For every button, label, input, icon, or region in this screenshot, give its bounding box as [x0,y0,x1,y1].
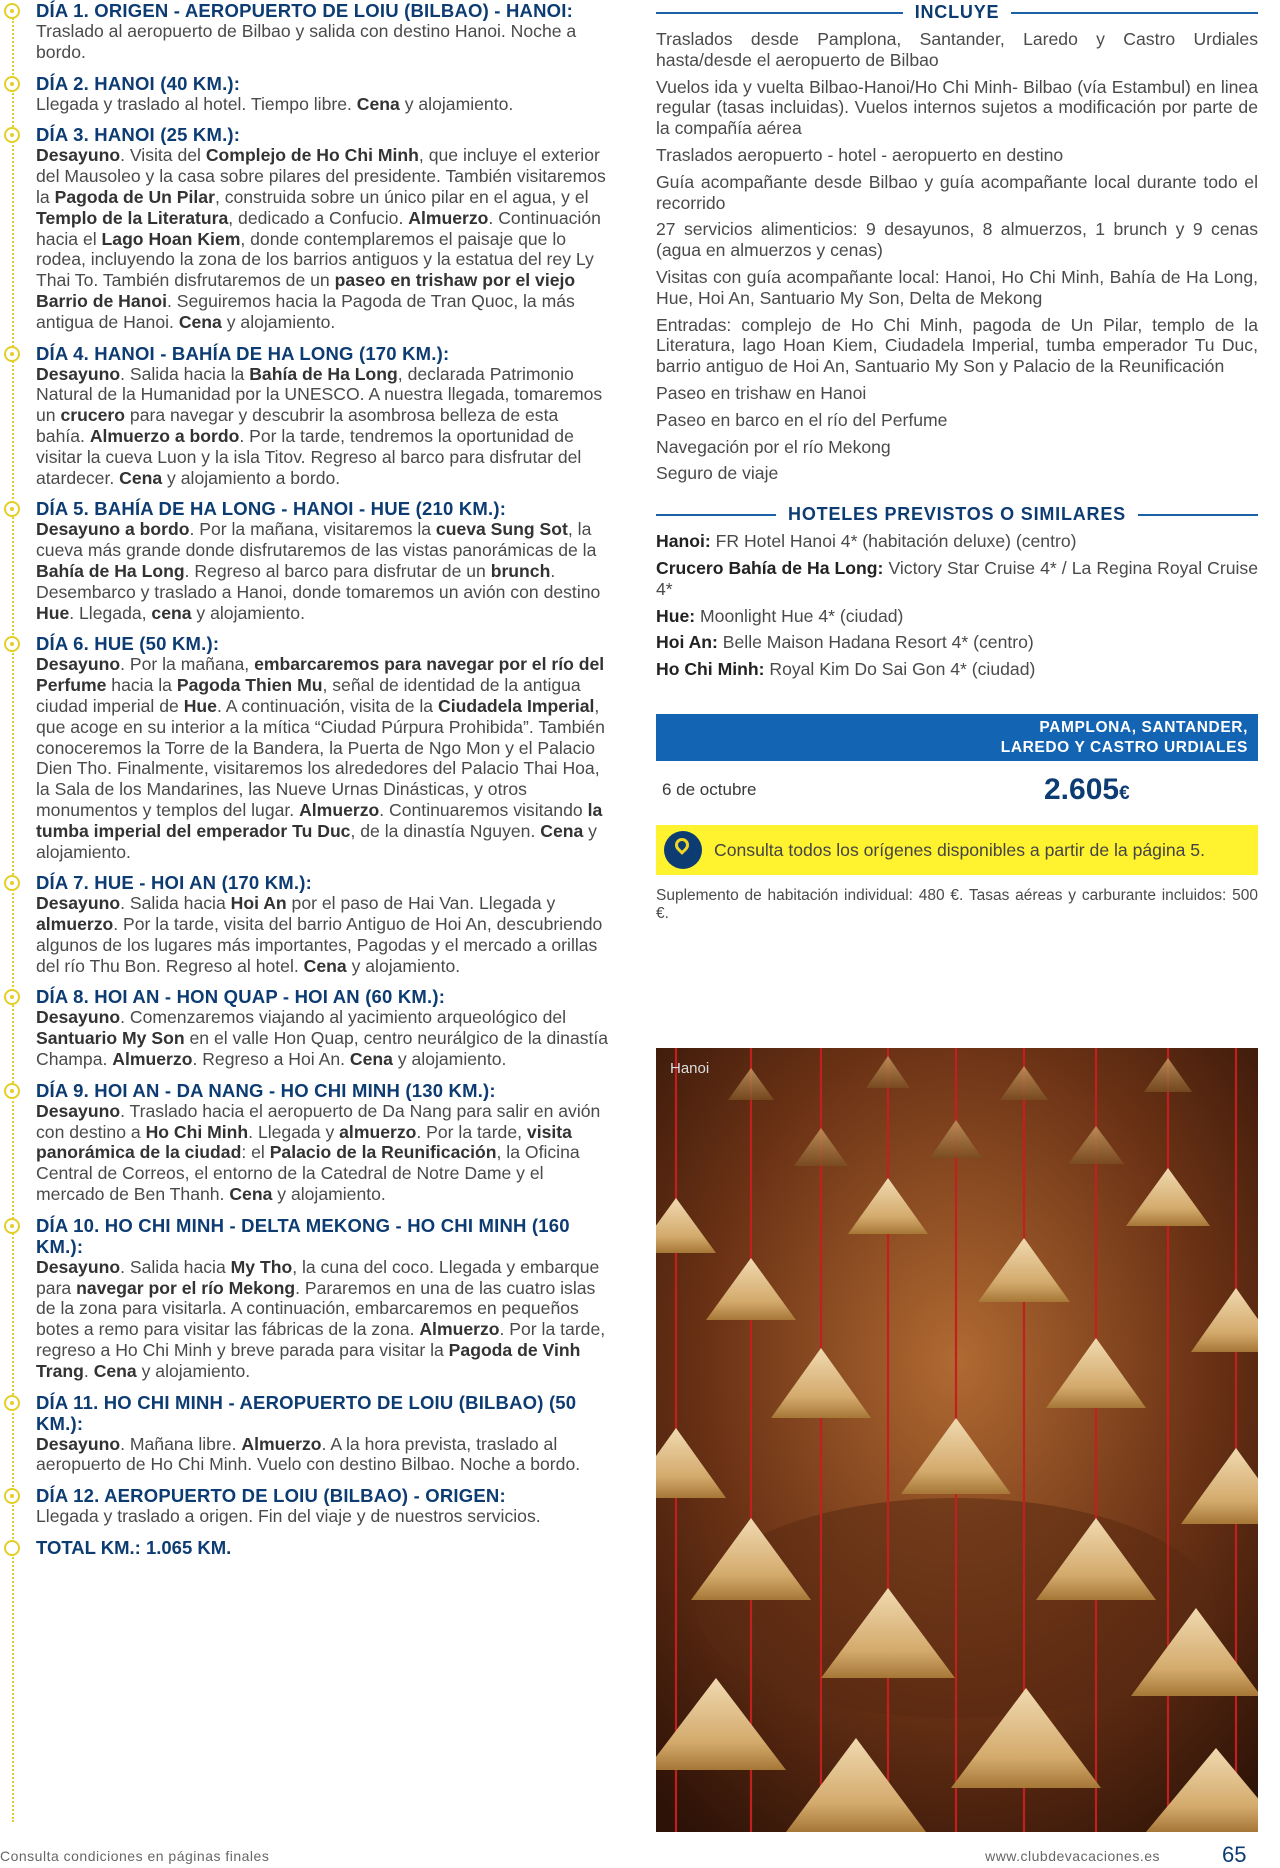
included-item: Paseo en barco en el río del Perfume [656,409,948,430]
incluye-title: INCLUYE [914,2,1000,22]
bullet-icon [4,501,20,517]
itinerary-day [0,1392,615,1476]
itinerary-day [0,1485,615,1527]
incluye-list [656,29,1258,484]
hotel-name: Victory Star Cruise 4* / La Regina Royal Cruise 4* [656,557,1258,599]
hotel-location: Crucero Bahía de Ha Long: [656,557,884,578]
bullet-icon [4,1395,20,1411]
price-row [656,761,1258,819]
supplement-text: Suplemento de habitación individual: 480 €. Tasas aéreas y carburante incluidos: 500 €. [656,886,1258,922]
price-amount [1044,773,1130,807]
day-description: Desayuno. Por la mañana, embarcaremos para navegar por el río del Perfume hacia la Pagoda Thien Mu, señal de identidad de la antigua ciudad imperial de Hue. A continuación, visita de la Ciudadela Imperial, que acoge en su interior a la mítica “Ciudad Púrpura Prohibida”. También conoceremos la Torre de la Bandera, la Puerta de Ngo Mon y el Palacio Dien Tho. Finalmente, visitaremos los alrededores del Palacio Thai Hoa, la Sala de los Mandarines, las Nueve Urnas Dinásticas, y otros monumentos y templos del lugar. Almuerzo. Continuaremos visitando la tumba imperial del emperador Tu Duc, de la dinastía Nguyen. Cena y alojamiento. [36,654,605,862]
included-item: Navegación por el río Mekong [656,436,891,457]
origin-line-2: LAREDO Y CASTRO URDIALES [1000,738,1248,756]
origins-notice [656,825,1258,875]
bullet-icon [4,127,20,143]
day-description: Llegada y traslado al hotel. Tiempo libre. Cena y alojamiento. [36,93,514,114]
day-description: Desayuno. Salida hacia la Bahía de Ha Long, declarada Patrimonio Natural de la Humanidad por la UNESCO. A nuestra llegada, tomaremos un crucero para navegar y descubrir la asombrosa belleza de esta bahía. Almuerzo a bordo. Por la tarde, tendremos la oportunidad de visitar la cueva Luon y la isla Titov. Regreso al barco para disfrutar del atardecer. Cena y alojamiento a bordo. [36,363,603,488]
hanoi-photo [656,1048,1258,1832]
day-title: DÍA 7. HUE - HOI AN (170 KM.): [36,872,312,894]
day-description: Traslado al aeropuerto de Bilbao y salida con destino Hanoi. Noche a bordo. [36,21,577,62]
page-number: 65 [1222,1842,1247,1867]
hotel-item [656,606,1258,627]
itinerary-day [0,0,615,63]
hotel-location: Hue: [656,605,696,626]
location-pin-icon [664,831,702,869]
footer-conditions: Consulta condiciones en páginas finales [0,1848,270,1864]
itinerary-day [0,124,615,332]
bullet-icon [4,875,20,891]
hotel-location: Hanoi: [656,531,711,552]
hotel-name: Moonlight Hue 4* (ciudad) [695,605,904,626]
included-item: Vuelos ida y vuelta Bilbao-Hanoi/Ho Chi Minh- Bilbao (vía Estambul) en linea regular (tasas incluidas). Vuelos internos sujetos a modificación por parte de la compañía aérea [656,76,1258,139]
day-description: Desayuno. Salida hacia My Tho, la cuna del coco. Llegada y embarque para navegar por el río Mekong. Pararemos en una de las cuatro islas de la zona para visitarla. A continuación, embarcaremos en pequeños botes a remo para visitar las fábricas de la zona. Almuerzo. Por la tarde, regreso a Ho Chi Minh y breve parada para visitar la Pagoda de Vinh Trang. Cena y alojamiento. [36,1256,606,1381]
divider [1138,514,1258,516]
total-km-text: TOTAL KM.: 1.065 KM. [36,1537,232,1559]
day-title: DÍA 1. ORIGEN - AEROPUERTO DE LOIU (BILBAO) - HANOI: [36,0,573,21]
day-title: DÍA 11. HO CHI MINH - AEROPUERTO DE LOIU (BILBAO) (50 KM.): [36,1391,577,1434]
day-title: DÍA 8. HOI AN - HON QUAP - HOI AN (60 KM.): [36,986,446,1008]
itinerary-column [0,0,615,1850]
day-title: DÍA 10. HO CHI MINH - DELTA MEKONG - HO CHI MINH (160 KM.): [36,1214,570,1257]
day-title: DÍA 4. HANOI - BAHÍA DE HA LONG (170 KM.): [36,342,450,364]
footer-url[interactable]: www.clubdevacaciones.es [985,1848,1160,1864]
notice-text: Consulta todos los orígenes disponibles a partir de la página 5. [714,839,1205,860]
day-description: Desayuno. Traslado hacia el aeropuerto de Da Nang para salir en avión con destino a Ho Chi Minh. Llegada y almuerzo. Por la tarde, visita panorámica de la ciudad: el Palacio de la Reunificación, la Oficina Central de Correos, el entorno de la Catedral de Notre Dame y el mercado de Ben Thanh. Cena y alojamiento. [36,1100,601,1205]
included-item: Paseo en trishaw en Hanoi [656,382,867,403]
divider [656,514,776,516]
day-title: DÍA 9. HOI AN - DA NANG - HO CHI MINH (130 KM.): [36,1079,496,1101]
day-description: Desayuno. Mañana libre. Almuerzo. A la hora prevista, traslado al aeropuerto de Ho Chi Minh. Vuelo con destino Bilbao. Noche a bordo. [36,1433,581,1475]
day-title: DÍA 5. BAHÍA DE HA LONG - HANOI - HUE (210 KM.): [36,498,507,520]
hotel-list [656,531,1258,680]
bullet-icon [4,989,20,1005]
day-title: DÍA 3. HANOI (25 KM.): [36,124,241,146]
hotel-name: Royal Kim Do Sai Gon 4* (ciudad) [764,659,1036,680]
conical-hats-image [656,1048,1258,1832]
day-title: DÍA 2. HANOI (40 KM.): [36,72,241,94]
hotel-item [656,558,1258,600]
departure-date: 6 de octubre [662,779,757,799]
included-item: Seguro de viaje [656,463,779,484]
itinerary-day [0,1215,615,1382]
bullet-icon [4,636,20,652]
included-item: Visitas con guía acompañante local: Hanoi, Ho Chi Minh, Bahía de Ha Long, Hue, Hoi An, Santuario My Son, Delta de Mekong [656,266,1258,308]
day-description: Desayuno. Salida hacia Hoi An por el paso de Hai Van. Llegada y almuerzo. Por la tarde, visita del barrio Antiguo de Hoi An, descubriendo algunos de los lugares más importantes, Pagodas y el mercado a orillas del río Thu Bon. Regreso al hotel. Cena y alojamiento. [36,893,603,976]
bullet-icon [4,1488,20,1504]
hotel-name: FR Hotel Hanoi 4* (habitación deluxe) (centro) [710,531,1077,552]
hotel-item [656,659,1258,680]
included-item: Traslados aeropuerto - hotel - aeropuerto en destino [656,144,1064,165]
bullet-icon [4,1083,20,1099]
price-table-header [656,714,1258,761]
itinerary-day [0,633,615,862]
bullet-icon [4,76,20,92]
bullet-icon [4,3,20,19]
itinerary-day [0,1080,615,1205]
origin-line-1: PAMPLONA, SANTANDER, [1039,718,1248,736]
itinerary-day [0,73,615,115]
bullet-icon [4,346,20,362]
day-description: Desayuno. Visita del Complejo de Ho Chi Minh, que incluye el exterior del Mausoleo y la casa sobre pilares del presidente. También visitaremos la Pagoda de Un Pilar, construida sobre un único pilar en el agua, y el Templo de la Literatura, dedicado a Confucio. Almuerzo. Continuación hacia el Lago Hoan Kiem, donde contemplaremos el paisaje que lo rodea, incluyendo la zona de los barrios antiguos y la estatua del rey Ly Thai To. También disfrutaremos de un paseo en trishaw por el viejo Barrio de Hanoi. Seguiremos hacia la Pagoda de Tran Quoc, la más antigua de Hanoi. Cena y alojamiento. [36,145,606,332]
itinerary-day [0,498,615,623]
bullet-icon [4,1218,20,1234]
day-title: DÍA 12. AEROPUERTO DE LOIU (BILBAO) - ORIGEN: [36,1485,506,1507]
hotel-item [656,632,1258,653]
divider [656,12,903,14]
day-description: Desayuno a bordo. Por la mañana, visitaremos la cueva Sung Sot, la cueva más grande donde disfrutaremos de las vistas panorámicas de la Bahía de Ha Long. Regreso al barco para disfrutar de un brunch. Desembarco y traslado a Hanoi, donde tomaremos un avión con destino Hue. Llegada, cena y alojamiento. [36,519,601,623]
photo-caption: Hanoi [670,1060,710,1077]
divider [1011,12,1258,14]
included-item: 27 servicios alimenticios: 9 desayunos, 8 almuerzos, 1 brunch y 9 cenas (agua en almuerzos y cenas) [656,219,1258,261]
day-title: DÍA 6. HUE (50 KM.): [36,633,220,655]
info-column [656,0,1258,923]
included-item: Traslados desde Pamplona, Santander, Laredo y Castro Urdiales hasta/desde el aeropuerto de Bilbao [656,29,1258,70]
hotel-location: Hoi An: [656,632,718,653]
bullet-icon [4,1540,20,1556]
hotel-name: Belle Maison Hadana Resort 4* (centro) [717,632,1034,653]
hotel-item [656,531,1258,552]
included-item: Entradas: complejo de Ho Chi Minh, pagoda de Un Pilar, templo de la Literatura, lago Hoan Kiem, Ciudadela Imperial, tumba emperador Tu Duc, barrio antiguo de Hoi An, Santuario My Son y Palacio de la Reunificación [656,314,1258,377]
day-description: Desayuno. Comenzaremos viajando al yacimiento arqueológico del Santuario My Son en el valle Hon Quap, centro neurálgico de la dinastía Champa. Almuerzo. Regreso a Hoi An. Cena y alojamiento. [36,1007,609,1070]
price-value: 2.605 [1044,772,1120,806]
itinerary-day [0,872,615,976]
hotel-location: Ho Chi Minh: [656,659,765,680]
price-currency: € [1119,782,1130,804]
hoteles-title: HOTELES PREVISTOS O SIMILARES [788,504,1126,525]
incluye-heading [656,2,1258,23]
itinerary-day [0,343,615,489]
included-item: Guía acompañante desde Bilbao y guía acompañante local durante todo el recorrido [656,171,1258,213]
hoteles-heading [656,504,1258,525]
total-km [0,1537,615,1559]
itinerary-day [0,986,615,1069]
day-description: Llegada y traslado a origen. Fin del viaje y de nuestros servicios. [36,1506,541,1527]
